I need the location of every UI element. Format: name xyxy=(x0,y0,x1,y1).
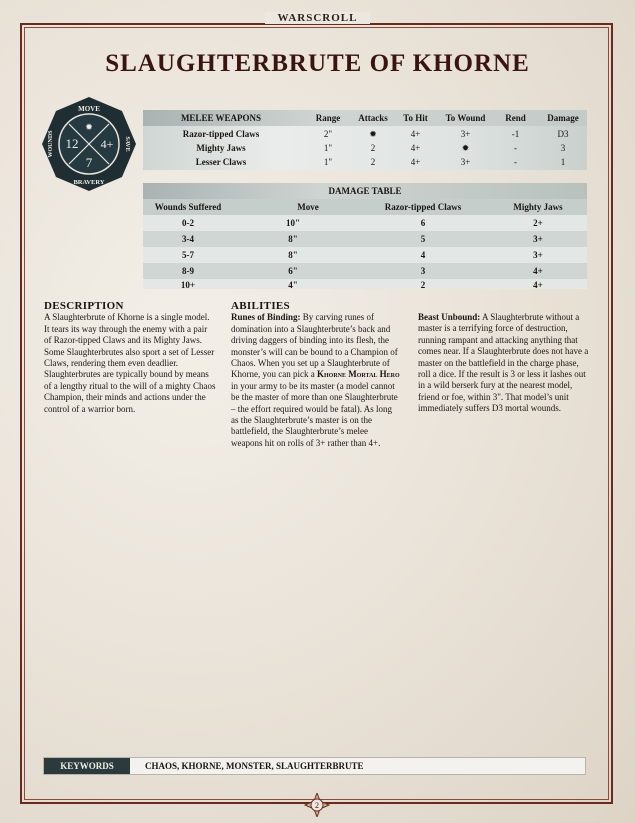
damage-table-title: DAMAGE TABLE xyxy=(328,186,402,196)
description-heading: DESCRIPTION xyxy=(44,300,124,312)
melee-row-damage: 1 xyxy=(560,157,566,167)
melee-row-name: Lesser Claws xyxy=(195,157,247,167)
damage-row-move: 6" xyxy=(288,266,298,276)
melee-header-name: MELEE WEAPONS xyxy=(180,113,262,123)
damage-row-wounds: 0-2 xyxy=(182,218,194,228)
damage-row-jaws: 2+ xyxy=(533,218,543,228)
move-value-icon: ✹ xyxy=(85,122,93,132)
damage-row-move: 4" xyxy=(288,280,298,290)
keywords-bar xyxy=(43,757,586,775)
page-number: 2 xyxy=(315,801,319,810)
melee-row-tohit: 4+ xyxy=(410,143,421,153)
melee-row-damage: 3 xyxy=(560,143,566,153)
bravery-label: BRAVERY xyxy=(73,179,105,186)
melee-row-towound: 3+ xyxy=(460,157,471,167)
damage-row-claws: 4 xyxy=(420,250,426,260)
damage-row-claws: 3 xyxy=(420,266,426,276)
wounds-value: 12 xyxy=(65,136,79,151)
melee-weapons-table xyxy=(143,110,587,170)
save-label: SAVE xyxy=(124,136,130,152)
melee-row-attacks: 2 xyxy=(370,143,376,153)
melee-row-tohit: 4+ xyxy=(410,129,421,139)
melee-header-attacks: Attacks xyxy=(358,113,388,123)
warscroll-label: WARSCROLL xyxy=(265,12,370,24)
move-label: MOVE xyxy=(78,105,100,113)
page-title: SLAUGHTERBRUTE OF KHORNE xyxy=(105,50,530,77)
melee-header-range: Range xyxy=(315,113,341,123)
bravery-value: 7 xyxy=(85,155,93,170)
damage-row-jaws: 3+ xyxy=(533,250,543,260)
melee-header-towound: To Wound xyxy=(445,113,486,123)
damage-row-claws: 2 xyxy=(420,280,426,290)
beast-unbound-text: A Slaughterbrute without a master is a terrifying force of destruction, running rampant and attacking anything that comes near. If a Slaughterbrute does not have a master on the battlefield in the charge phase, roll a dice. If the result is 3 or less it lashes out in a wild berserk fury at the nearest model, friend or foe, within 3". That model’s unit immediately suffers D3 mortal wounds. xyxy=(418,312,589,414)
melee-row-rend: - xyxy=(514,143,517,153)
damage-row-wounds: 3-4 xyxy=(182,234,194,244)
melee-row-attacks: 2 xyxy=(370,157,376,167)
melee-header-tohit: To Hit xyxy=(403,113,428,123)
melee-row-damage: D3 xyxy=(557,129,569,139)
save-value: 4+ xyxy=(100,137,114,151)
damage-row-jaws: 4+ xyxy=(533,280,543,290)
runes-of-binding-ability xyxy=(231,312,401,449)
runes-of-binding-keyword: Khorne Mortal Hero xyxy=(316,369,400,380)
melee-row-towound: 3+ xyxy=(460,129,471,139)
melee-row-towound: ✹ xyxy=(461,143,470,153)
stat-badge xyxy=(42,97,136,191)
damage-row-move: 8" xyxy=(288,234,298,244)
melee-row-rend: -1 xyxy=(511,129,520,139)
damage-row-jaws: 4+ xyxy=(533,266,543,276)
melee-row-range: 1" xyxy=(323,157,333,167)
damage-row-claws: 5 xyxy=(420,234,426,244)
description-text: A Slaughterbrute of Khorne is a single model. It tears its way through the enemy with a pair of Razor-tipped Claws and its Mighty Jaws. Some Slaughterbrutes also sport a set of Lesser Claws, rendering them even deadlier. Slaughterbrutes are typically bound by means of a lengthy ritual to the will of a mighty Chaos Champion, their minds and actions under the control of a warrior born. xyxy=(44,312,216,414)
beast-unbound-section xyxy=(418,312,590,415)
keywords-value: CHAOS, KHORNE, MONSTER, SLAUGHTERBRUTE xyxy=(145,761,364,771)
damage-row-wounds: 10+ xyxy=(180,280,196,290)
damage-header-wounds: Wounds Suffered xyxy=(154,202,222,212)
runes-of-binding-text-2: in your army to be its master (a model cannot be the master of more than one Slaughterbrute – the effort required would be fatal). As long as the Slaughterbrute’s master is on the battlefield, the Slaughterbrute’s melee weapons hit on rolls of 3+ rather than 4+. xyxy=(231,380,398,448)
runes-of-binding-text-1: By carving runes of domination into a Slaughterbrute’s back and driving daggers of binding into its flesh, the monster’s will can be bound to a Champion of Chaos. When you set up a Slaughterbrute of Khorne, you can pick a xyxy=(231,312,398,380)
page-number-badge xyxy=(303,793,331,817)
damage-header-claws: Razor-tipped Claws xyxy=(384,202,462,212)
melee-row-range: 2" xyxy=(323,129,333,139)
description-section xyxy=(44,301,216,415)
melee-row-range: 1" xyxy=(323,143,333,153)
damage-header-move: Move xyxy=(297,202,319,212)
beast-unbound-ability xyxy=(418,312,590,415)
abilities-heading: ABILITIES xyxy=(231,300,290,312)
damage-row-move: 8" xyxy=(288,250,298,260)
damage-row-jaws: 3+ xyxy=(533,234,543,244)
melee-row-rend: - xyxy=(514,157,517,167)
damage-row-wounds: 8-9 xyxy=(182,266,194,276)
melee-row-tohit: 4+ xyxy=(410,157,421,167)
damage-row-wounds: 5-7 xyxy=(182,250,194,260)
damage-header-jaws: Mighty Jaws xyxy=(513,202,563,212)
melee-row-name: Razor-tipped Claws xyxy=(182,129,260,139)
abilities-section xyxy=(231,301,401,449)
melee-row-attacks: ✹ xyxy=(369,129,377,139)
wounds-label: WOUNDS xyxy=(48,130,54,158)
melee-header-rend: Rend xyxy=(505,113,526,123)
beast-unbound-title: Beast Unbound: xyxy=(418,312,481,322)
runes-of-binding-title: Runes of Binding: xyxy=(231,312,301,323)
damage-row-move: 10" xyxy=(286,218,300,228)
keywords-label: KEYWORDS xyxy=(44,758,130,774)
melee-header-damage: Damage xyxy=(547,113,579,123)
melee-row-name: Mighty Jaws xyxy=(196,143,246,153)
damage-row-claws: 6 xyxy=(420,218,426,228)
damage-table xyxy=(143,183,587,289)
